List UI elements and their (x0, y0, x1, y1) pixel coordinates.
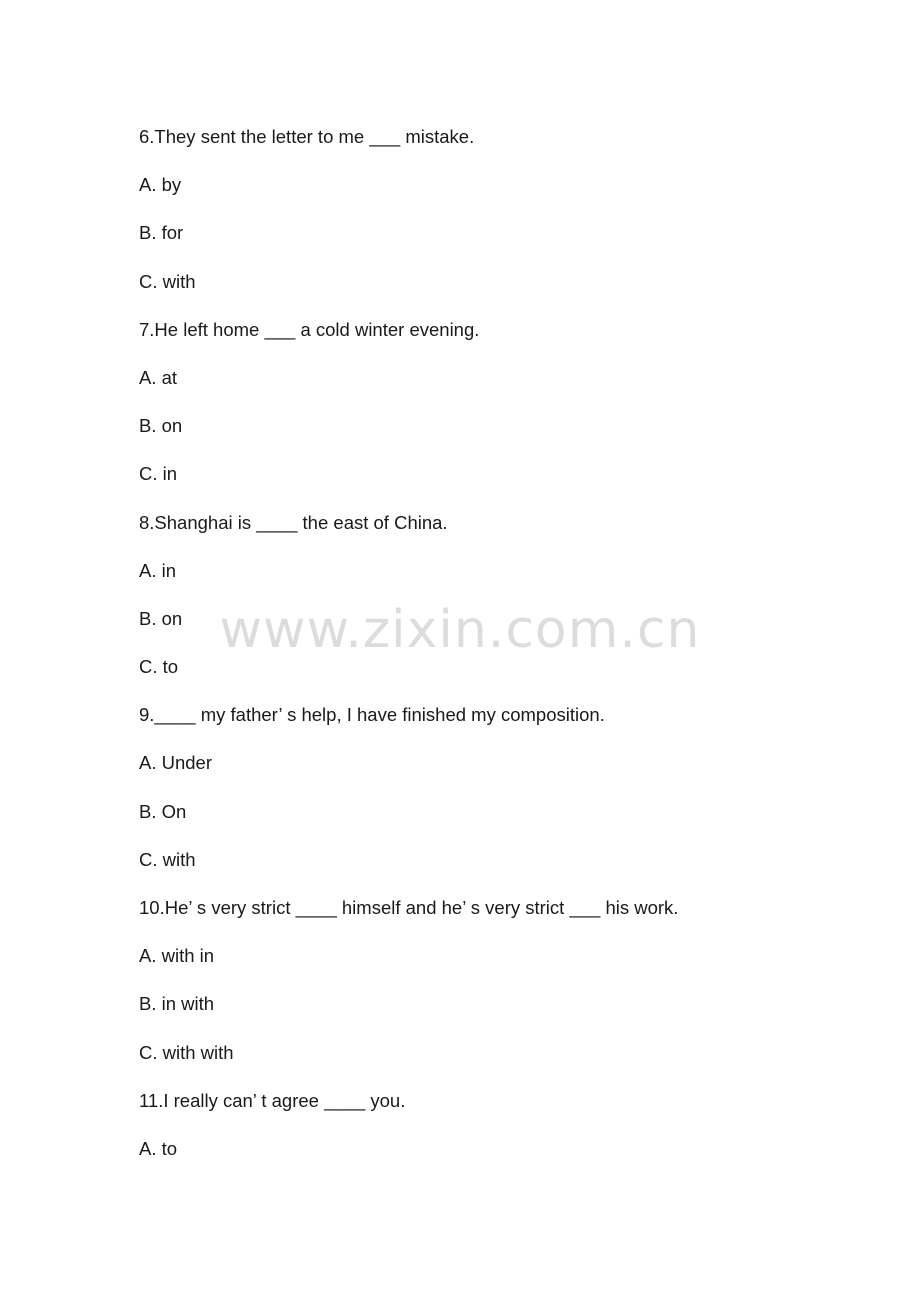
question-10-option-c: C. with with (139, 1041, 234, 1063)
question-10-option-a: A. with in (139, 945, 215, 967)
question-11: 11.I really can’ t agree ____ you. (139, 1089, 406, 1111)
question-10: 10.He’ s very strict ____ himself and he’ s very strict ___ his work. (139, 897, 679, 918)
watermark: www.zixin.com.cn (219, 600, 701, 660)
question-7: 7.He left home ___ a cold winter evening. (139, 318, 480, 340)
question-8: 8.Shanghai is ____ the east of China. (139, 511, 448, 533)
question-9-option-c: C. with (139, 848, 196, 870)
question-8-option-b: B. on (139, 607, 183, 629)
question-9: 9.____ my father’ s help, I have finished my composition. (139, 704, 605, 726)
question-6-option-a: A. by (139, 174, 182, 196)
question-9-option-b: B. On (139, 800, 187, 822)
question-7-option-b: B. on (139, 415, 183, 437)
question-7-option-c: C. in (139, 463, 178, 485)
question-7-option-a: A. at (139, 366, 178, 388)
question-6: 6.They sent the letter to me ___ mistake. (139, 126, 475, 147)
question-9-option-a: A. Under (139, 752, 213, 774)
question-11-option-a: A. to (139, 1137, 178, 1159)
question-8-option-a: A. in (139, 559, 177, 581)
question-list (139, 124, 678, 1184)
question-8-option-c: C. to (139, 656, 179, 678)
question-6-option-c: C. with (139, 270, 196, 292)
question-6-option-b: B. for (139, 222, 184, 244)
question-10-option-b: B. in with (139, 993, 215, 1015)
